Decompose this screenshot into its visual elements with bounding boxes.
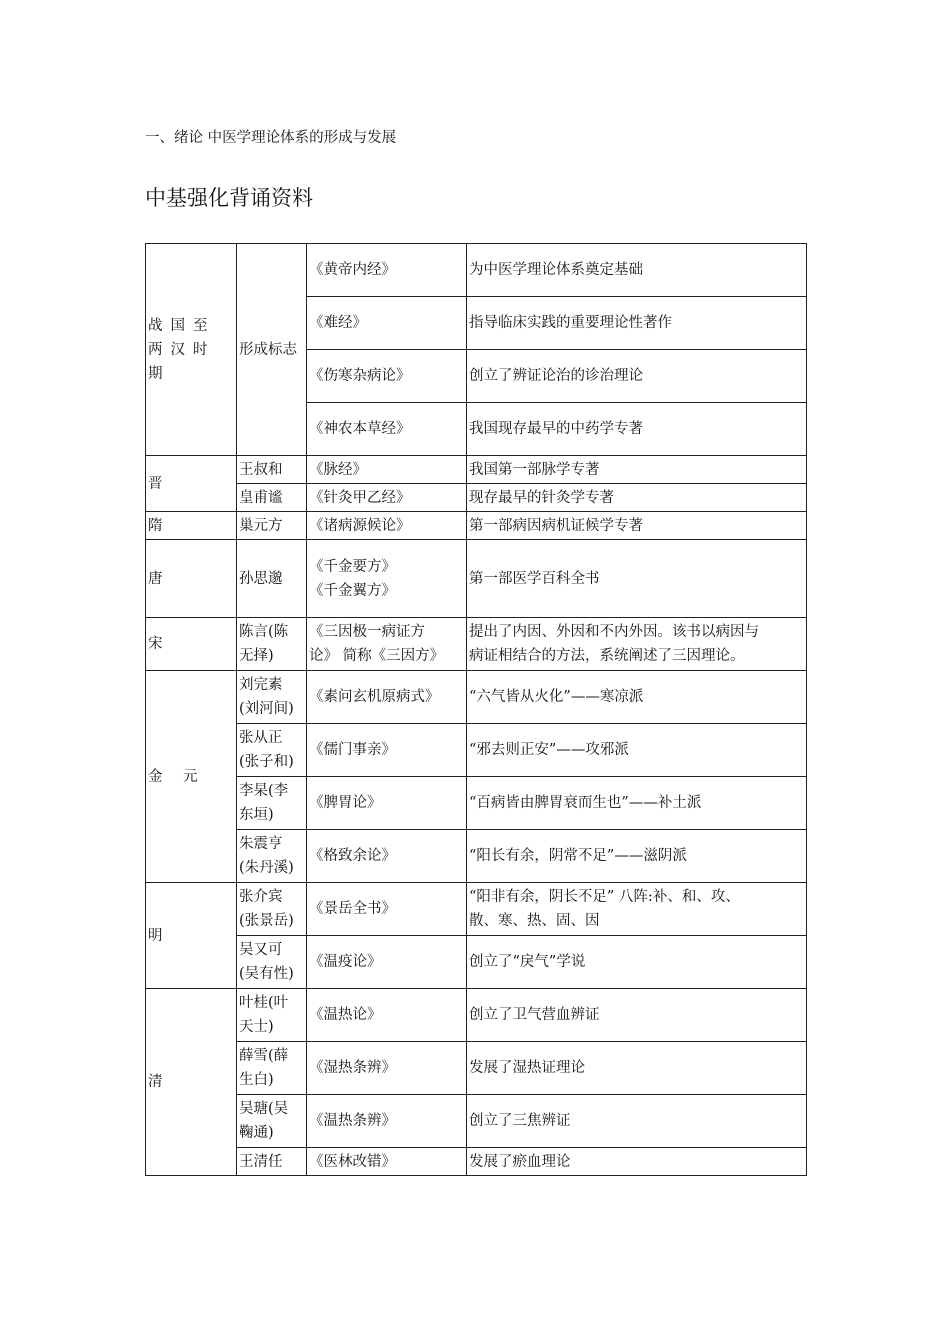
author-cell: 叶桂(叶 天士) xyxy=(237,989,307,1042)
description-cell: 现存最早的针灸学专著 xyxy=(467,484,807,512)
author-cell: 孙思邈 xyxy=(237,540,307,618)
table-row xyxy=(146,777,807,830)
book-cell: 《湿热条辨》 xyxy=(307,1042,467,1095)
table-row xyxy=(146,244,807,297)
author-cell: 巢元方 xyxy=(237,512,307,540)
author-cell: 陈言(陈 无择) xyxy=(237,618,307,671)
document-title: 中基强化背诵资料 xyxy=(145,186,313,210)
era-cell: 宋 xyxy=(146,618,237,671)
table-row xyxy=(146,883,807,936)
era-cell: 金 元 xyxy=(146,671,237,883)
description-cell: “阳长有余，阴常不足”——滋阴派 xyxy=(467,830,807,883)
book-cell: 《温热条辨》 xyxy=(307,1095,467,1148)
description-cell: 创立了卫气营血辨证 xyxy=(467,989,807,1042)
tcm-history-table xyxy=(145,243,807,1176)
description-cell: 发展了瘀血理论 xyxy=(467,1148,807,1176)
description-cell: 创立了“戾气”学说 xyxy=(467,936,807,989)
author-cell: 皇甫谧 xyxy=(237,484,307,512)
table-row xyxy=(146,989,807,1042)
description-cell: “邪去则正安”——攻邪派 xyxy=(467,724,807,777)
table-row xyxy=(146,618,807,671)
book-cell: 《针灸甲乙经》 xyxy=(307,484,467,512)
description-cell: 我国现存最早的中药学专著 xyxy=(467,403,807,456)
era-cell: 清 xyxy=(146,989,237,1176)
description-cell: 创立了辨证论治的诊治理论 xyxy=(467,350,807,403)
category-cell: 形成标志 xyxy=(237,244,307,456)
description-cell: 我国第一部脉学专著 xyxy=(467,456,807,484)
description-cell: “六气皆从火化”——寒凉派 xyxy=(467,671,807,724)
table-row xyxy=(146,540,807,618)
book-cell: 《素问玄机原病式》 xyxy=(307,671,467,724)
description-cell: 发展了湿热证理论 xyxy=(467,1042,807,1095)
author-cell: 王叔和 xyxy=(237,456,307,484)
author-cell: 王清任 xyxy=(237,1148,307,1176)
table-row xyxy=(146,936,807,989)
author-cell: 吴瑭(吴 鞠通) xyxy=(237,1095,307,1148)
book-cell: 《温热论》 xyxy=(307,989,467,1042)
author-cell: 张介宾 (张景岳) xyxy=(237,883,307,936)
book-cell: 《景岳全书》 xyxy=(307,883,467,936)
description-cell: 为中医学理论体系奠定基础 xyxy=(467,244,807,297)
book-cell: 《诸病源候论》 xyxy=(307,512,467,540)
book-cell: 《医林改错》 xyxy=(307,1148,467,1176)
book-cell: 《三因极一病证方 论》 简称《三因方》 xyxy=(307,618,467,671)
table-row xyxy=(146,724,807,777)
book-cell: 《脾胃论》 xyxy=(307,777,467,830)
book-cell: 《千金要方》 《千金翼方》 xyxy=(307,540,467,618)
description-cell: 指导临床实践的重要理论性著作 xyxy=(467,297,807,350)
era-cell: 唐 xyxy=(146,540,237,618)
table-row xyxy=(146,830,807,883)
description-cell: 提出了内因、外因和不内外因。该书以病因与 病证相结合的方法，系统阐述了三因理论。 xyxy=(467,618,807,671)
table-row xyxy=(146,1042,807,1095)
book-cell: 《神农本草经》 xyxy=(307,403,467,456)
book-cell: 《难经》 xyxy=(307,297,467,350)
table-row xyxy=(146,456,807,484)
era-cell: 战国至两汉时期 xyxy=(146,244,237,456)
era-cell: 隋 xyxy=(146,512,237,540)
description-cell: “百病皆由脾胃衰而生也”——补土派 xyxy=(467,777,807,830)
book-cell: 《儒门事亲》 xyxy=(307,724,467,777)
description-cell: 第一部医学百科全书 xyxy=(467,540,807,618)
table-row xyxy=(146,1148,807,1176)
book-cell: 《伤寒杂病论》 xyxy=(307,350,467,403)
book-cell: 《温疫论》 xyxy=(307,936,467,989)
author-cell: 薛雪(薛 生白) xyxy=(237,1042,307,1095)
author-cell: 李杲(李 东垣) xyxy=(237,777,307,830)
table-row xyxy=(146,484,807,512)
era-cell: 明 xyxy=(146,883,237,989)
author-cell: 刘完素 (刘河间) xyxy=(237,671,307,724)
book-cell: 《脉经》 xyxy=(307,456,467,484)
table-row xyxy=(146,512,807,540)
description-cell: 第一部病因病机证候学专著 xyxy=(467,512,807,540)
author-cell: 吴又可 (吴有性) xyxy=(237,936,307,989)
author-cell: 张从正 (张子和) xyxy=(237,724,307,777)
table-row xyxy=(146,671,807,724)
table-row xyxy=(146,1095,807,1148)
era-cell: 晋 xyxy=(146,456,237,512)
section-heading: 一、绪论 中医学理论体系的形成与发展 xyxy=(145,130,397,146)
description-cell: “阳非有余，阴长不足” 八阵:补、和、攻、 散、寒、热、固、因 xyxy=(467,883,807,936)
book-cell: 《格致余论》 xyxy=(307,830,467,883)
book-cell: 《黄帝内经》 xyxy=(307,244,467,297)
description-cell: 创立了三焦辨证 xyxy=(467,1095,807,1148)
author-cell: 朱震亨 (朱丹溪) xyxy=(237,830,307,883)
